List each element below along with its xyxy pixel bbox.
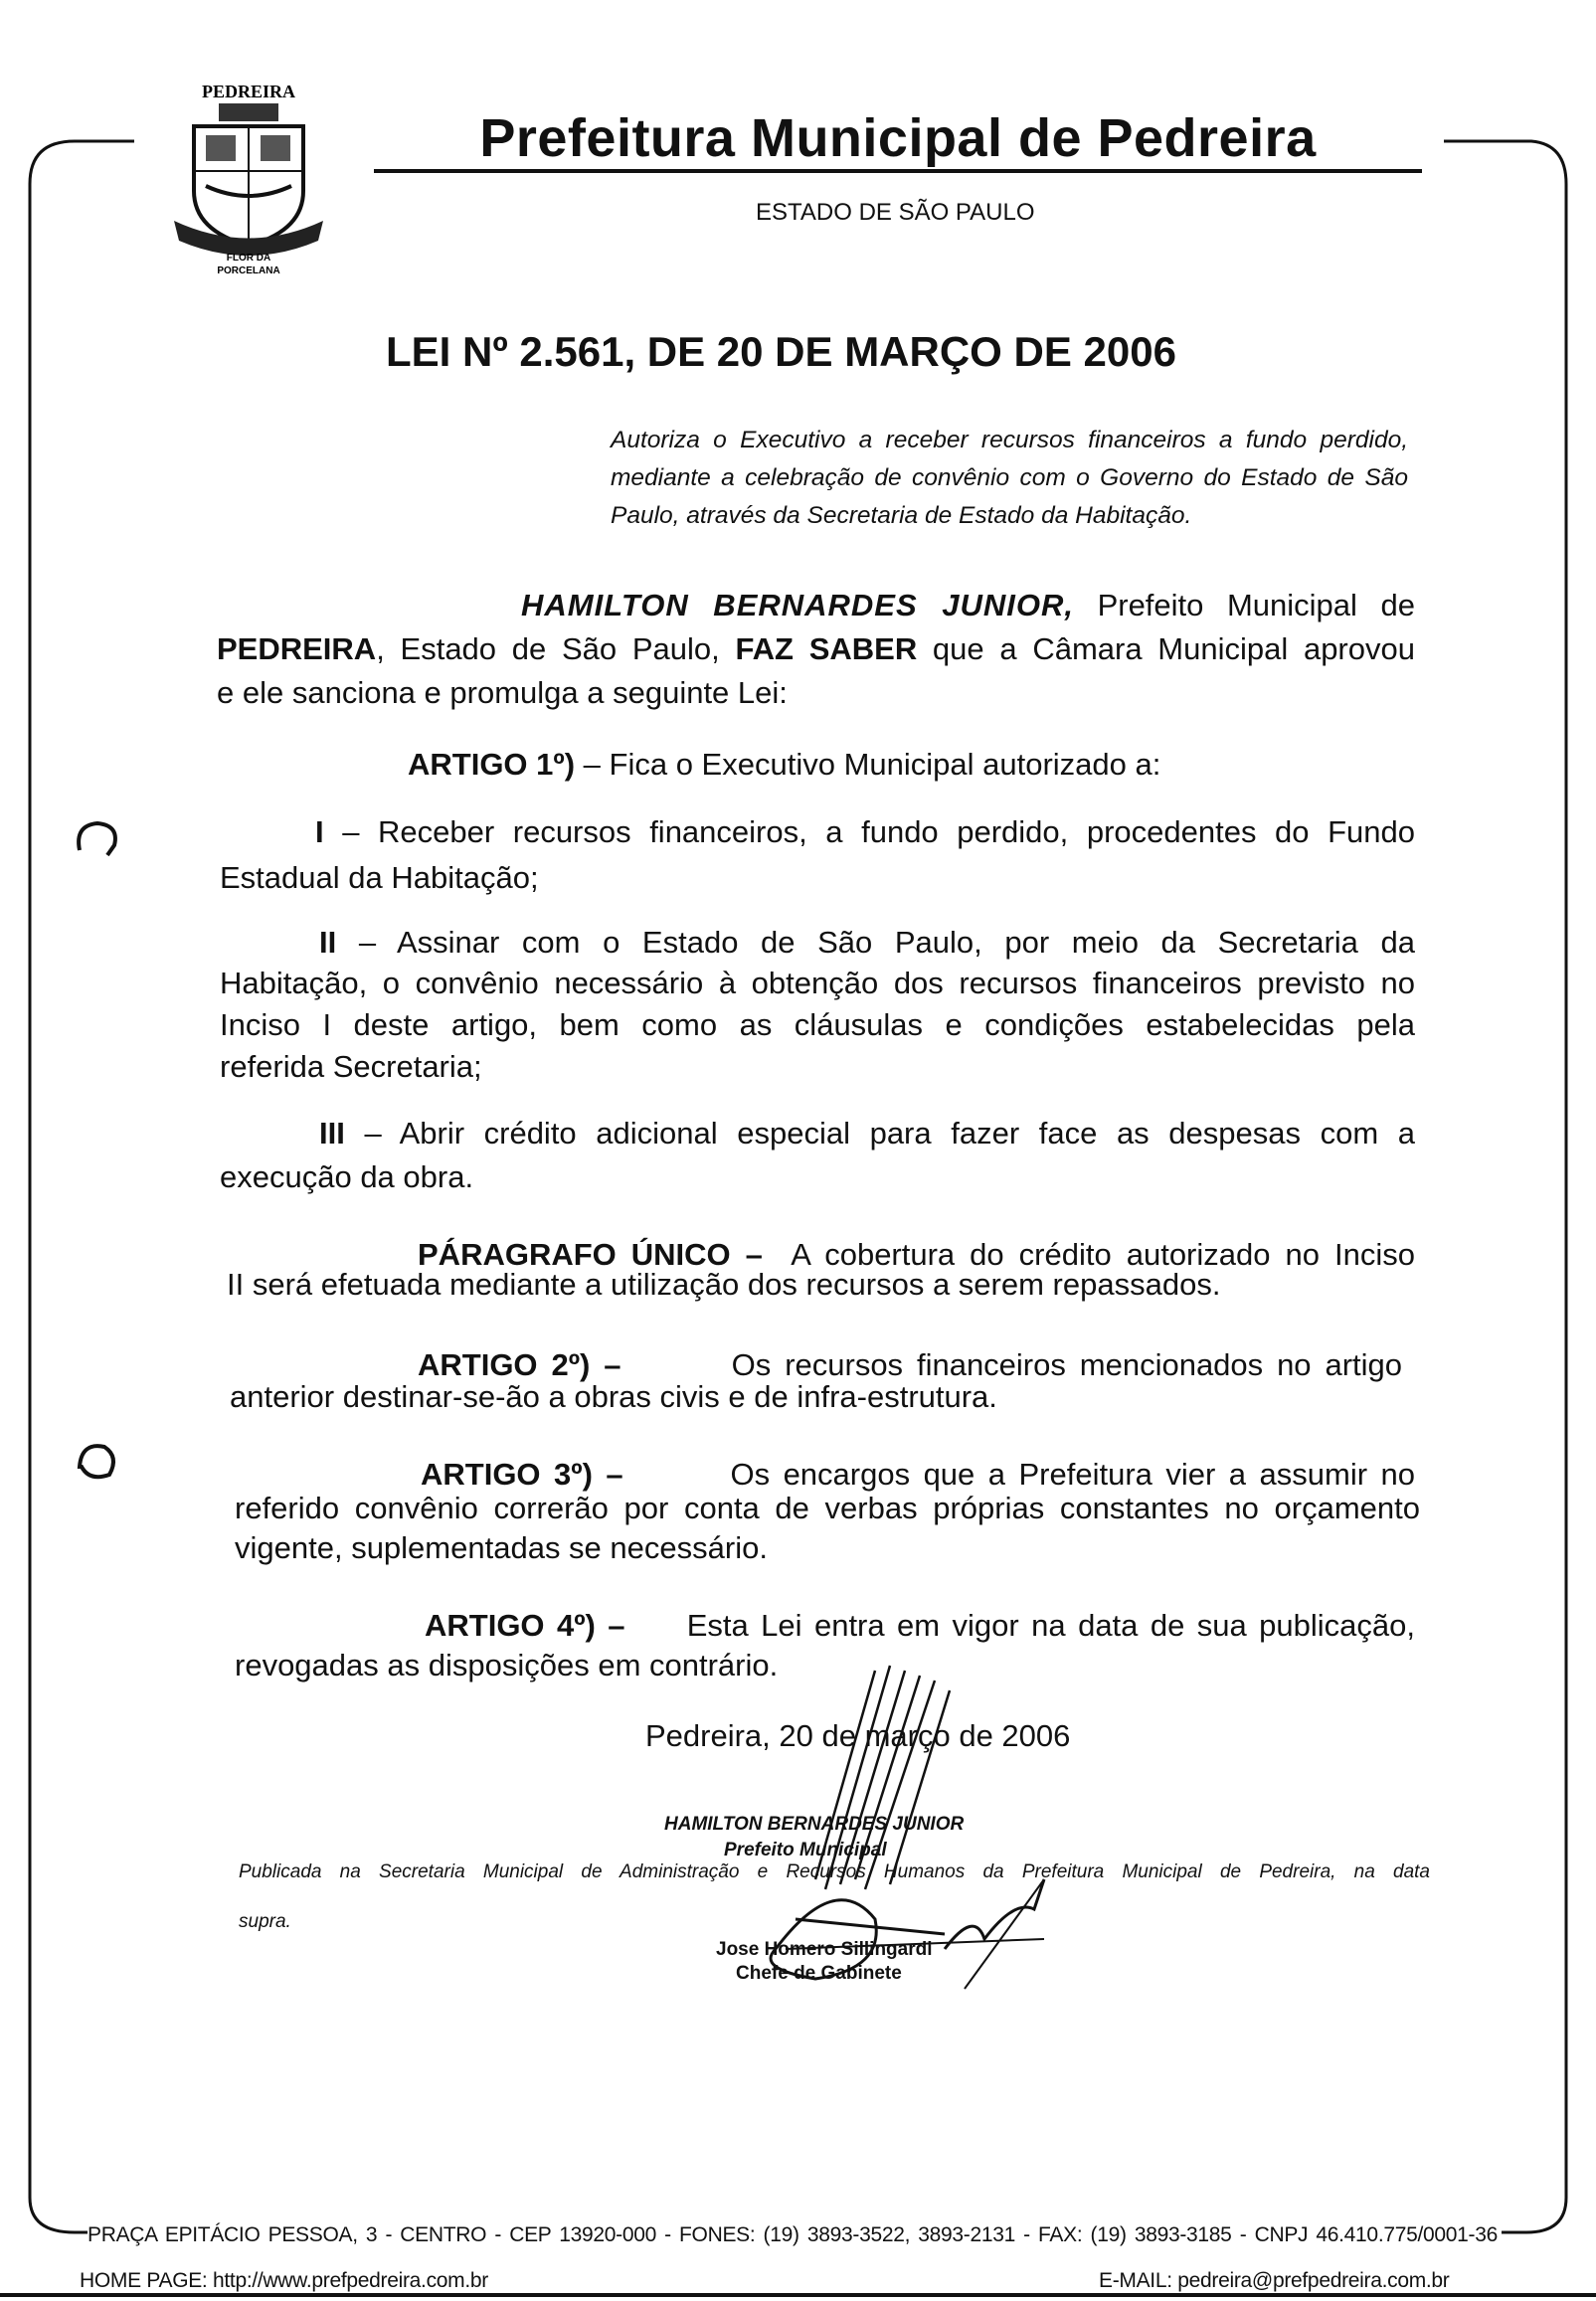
body-line-text: Inciso I deste artigo, bem como as cláusulas e condições estabelecidas pela <box>220 1007 1415 1042</box>
body-line-emphasis: ARTIGO 4º) – <box>425 1608 625 1643</box>
body-line-text: Esta Lei entra em vigor na data de sua publicação, <box>624 1608 1415 1643</box>
body-line-text: – Receber recursos financeiros, a fundo perdido, procedentes do Fundo <box>323 814 1415 849</box>
body-line <box>315 813 1415 851</box>
body-line-text: revogadas as disposições em contrário. <box>235 1648 779 1682</box>
body-line-text: que a Câmara Municipal aprovou <box>917 631 1415 666</box>
body-line <box>521 587 1415 624</box>
body-line-text: referido convênio correrão por conta de verbas próprias constantes no orçamento <box>235 1491 1420 1525</box>
body-line-text: Os encargos que a Prefeitura vier a assumir no <box>622 1457 1415 1492</box>
municipal-crest-logo <box>164 72 333 280</box>
body-line-text: A cobertura do crédito autorizado no Inciso <box>762 1237 1415 1272</box>
footer-homepage[interactable]: HOME PAGE: http://www.prefpedreira.com.br <box>80 2269 488 2292</box>
body-line <box>421 1456 1415 1494</box>
body-line <box>227 1266 1220 1304</box>
svg-text:FLOR DA: FLOR DA <box>226 253 271 264</box>
mayor-role: Prefeito Municipal <box>724 1840 887 1860</box>
body-line <box>217 674 788 712</box>
law-title: LEI Nº 2.561, DE 20 DE MARÇO DE 2006 <box>386 328 1176 375</box>
chief-name: Jose Homero Sillingardi <box>716 1939 933 1960</box>
body-line-emphasis: I <box>315 814 324 849</box>
body-line <box>220 1048 482 1086</box>
body-line-emphasis: III <box>319 1116 345 1150</box>
body-line-text: Estadual da Habitação; <box>220 860 539 895</box>
svg-text:PEDREIRA: PEDREIRA <box>201 82 296 101</box>
handwritten-signature <box>716 1651 1074 2009</box>
body-line-emphasis: PÁRAGRAFO ÚNICO – <box>418 1237 763 1272</box>
body-line-text: Prefeito Municipal de <box>1073 588 1415 622</box>
footer-address: PRAÇA EPITÁCIO PESSOA, 3 - CENTRO - CEP 13920-000 - FONES: (19) 3893-3522, 3893-2131 - FAX: (19) 3893-3185 - CNPJ 46.410.775/0001-36 <box>88 2223 1498 2246</box>
state-subtitle: ESTADO DE SÃO PAULO <box>756 199 1035 226</box>
body-line <box>220 965 1415 1002</box>
body-line <box>235 1647 778 1684</box>
body-line <box>425 1607 1415 1645</box>
body-line-text: execução da obra. <box>220 1159 474 1194</box>
publication-note: Publicada na Secretaria Municipal de Administração e Recursos Humanos da Prefeitura Municipal de Pedreira, na data <box>239 1861 1430 1882</box>
body-line-text: – Fica o Executivo Municipal autorizado a: <box>575 747 1161 782</box>
body-line-text: – Assinar com o Estado de São Paulo, por meio da Secretaria da <box>336 925 1415 960</box>
body-line <box>319 1115 1415 1152</box>
body-line <box>319 924 1415 962</box>
body-line-text: – Abrir crédito adicional especial para fazer face as despesas com a <box>344 1116 1415 1150</box>
body-line-emphasis: ARTIGO 3º) – <box>421 1457 623 1492</box>
body-line <box>235 1529 768 1567</box>
body-line <box>220 1006 1415 1044</box>
body-line-emphasis: ARTIGO 2º) – <box>418 1347 621 1382</box>
mayor-name: HAMILTON BERNARDES JUNIOR <box>664 1814 965 1835</box>
body-line-emphasis: ARTIGO 1º) <box>408 747 576 782</box>
body-line <box>408 746 1160 784</box>
margin-mark-icon <box>70 1437 129 1487</box>
body-line <box>220 1158 473 1196</box>
body-line-text: Os recursos financeiros mencionados no artigo <box>621 1347 1402 1382</box>
body-line-emphasis: PEDREIRA <box>217 631 377 666</box>
body-line-text: Pedreira, 20 de março de 2006 <box>645 1718 1071 1753</box>
body-line-emphasis: FAZ SABER <box>735 631 918 666</box>
body-line <box>235 1490 1420 1527</box>
body-line-text: II será efetuada mediante a utilização dos recursos a serem repassados. <box>227 1267 1221 1302</box>
body-line <box>230 1378 997 1416</box>
body-line-text: vigente, suplementadas se necessário. <box>235 1530 768 1565</box>
page-title: Prefeitura Municipal de Pedreira <box>374 107 1422 173</box>
margin-mark-icon <box>70 815 129 865</box>
body-line-text: Habitação, o convênio necessário à obtenção dos recursos financeiros previsto no <box>220 966 1415 1000</box>
body-line <box>220 859 539 897</box>
body-line-emphasis: II <box>319 925 337 960</box>
footer-email[interactable]: E-MAIL: pedreira@prefpedreira.com.br <box>1099 2269 1450 2292</box>
svg-text:PORCELANA: PORCELANA <box>217 266 280 276</box>
body-line-text: anterior destinar-se-ão a obras civis e de infra-estrutura. <box>230 1379 997 1414</box>
body-line-text: e ele sanciona e promulga a seguinte Lei: <box>217 675 788 710</box>
chief-role: Chefe de Gabinete <box>736 1963 902 1984</box>
body-line-text: , Estado de São Paulo, <box>376 631 736 666</box>
publication-note-end: supra. <box>239 1911 291 1932</box>
law-abstract: Autoriza o Executivo a receber recursos financeiros a fundo perdido, mediante a celebração de convênio com o Governo do Estado de São Paulo, através da Secretaria de Estado da Habitação. <box>611 427 1408 529</box>
body-line-text: referida Secretaria; <box>220 1049 482 1084</box>
body-line-emphasis: HAMILTON BERNARDES JUNIOR, <box>521 588 1074 622</box>
body-line <box>217 630 1415 668</box>
